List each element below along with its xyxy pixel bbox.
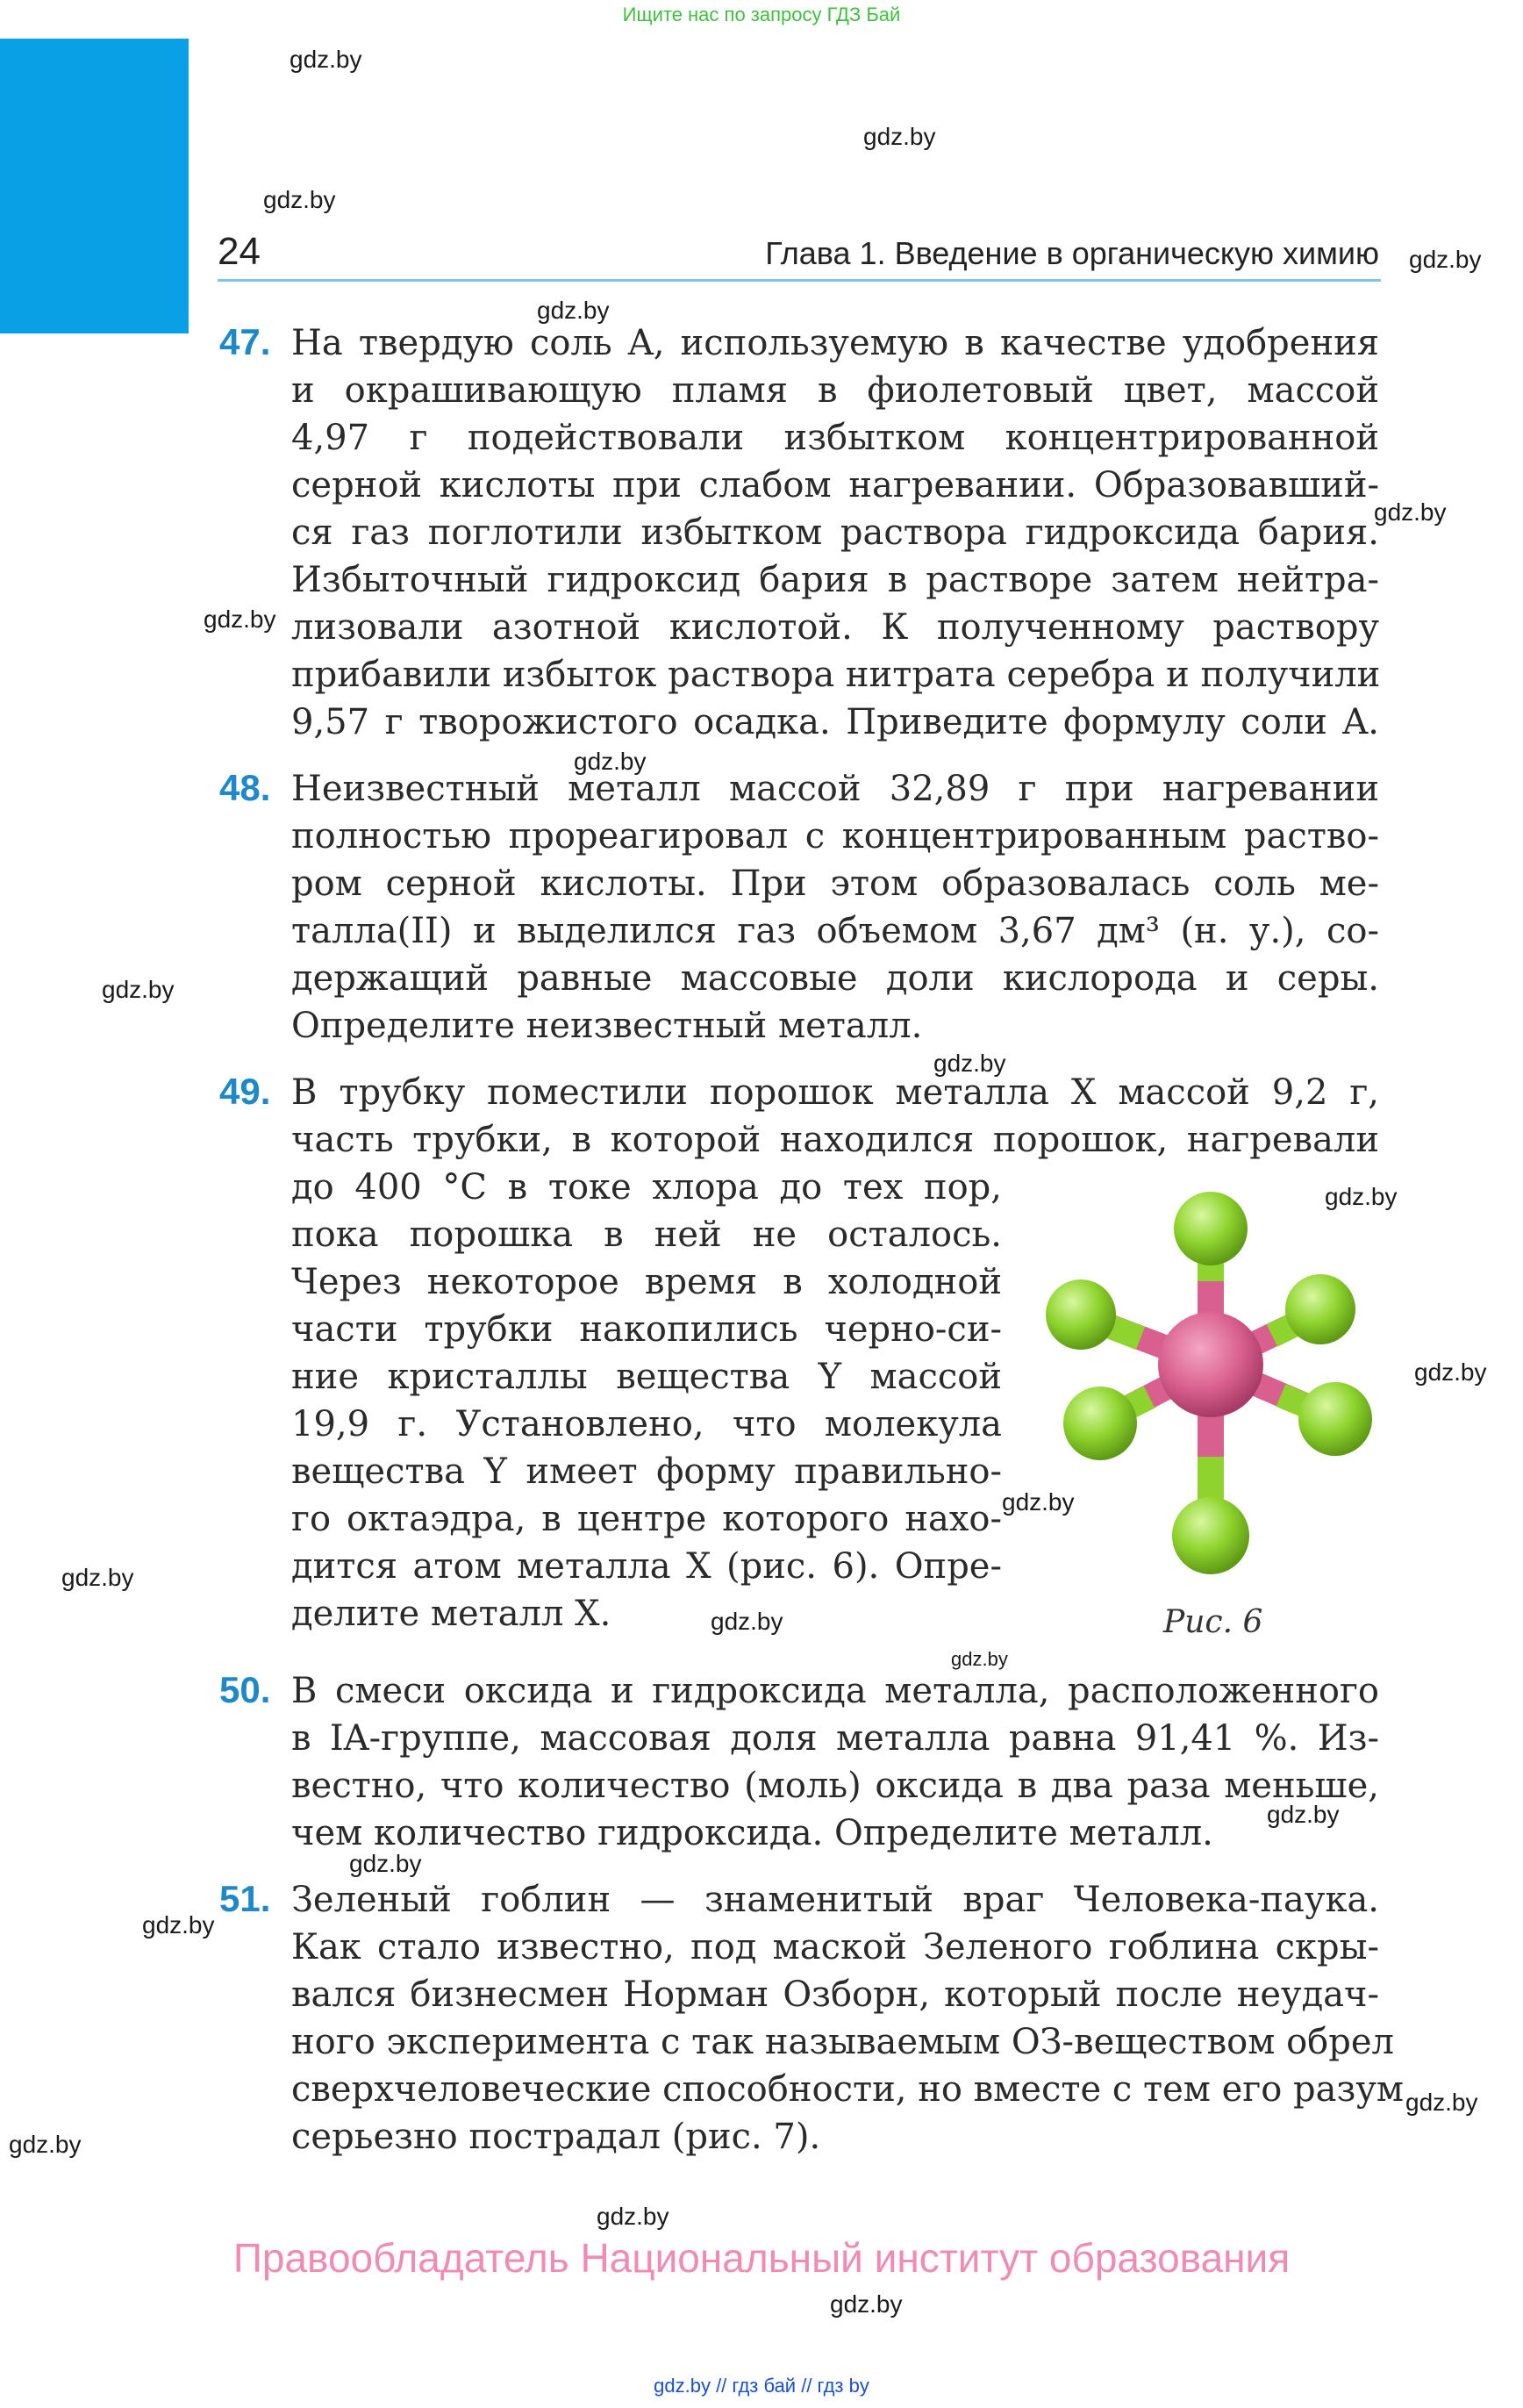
watermark: gdz.by bbox=[711, 1608, 783, 1635]
watermark: gdz.by bbox=[1409, 246, 1482, 273]
figure-caption: Рис. 6 bbox=[1163, 1604, 1263, 1640]
watermark: gdz.by bbox=[830, 2290, 903, 2318]
watermark: gdz.by bbox=[574, 748, 647, 775]
problem-48-line: держащий равные массовые доли кислорода и серы. bbox=[291, 958, 1379, 999]
octahedral-molecule-figure bbox=[1035, 1167, 1386, 1588]
problem-47-line: На твердую соль A, используемую в качестве удобрения bbox=[291, 323, 1379, 363]
problem-48-line: ром серной кислоты. При этом образовалась соль ме- bbox=[291, 864, 1379, 904]
problem-51-line: Как стало известно, под маской Зеленого гоблина скры- bbox=[291, 1927, 1379, 1967]
ligand-atom bbox=[1063, 1387, 1137, 1460]
problem-47-line: ся газ поглотили избытком раствора гидроксида бария. bbox=[291, 512, 1379, 553]
problem-48-line: Неизвестный металл массой 32,89 г при нагревании bbox=[291, 769, 1379, 809]
watermark: gdz.by bbox=[1267, 1801, 1340, 1828]
problem-50-line: вестно, что количество (моль) оксида в два раза меньше, bbox=[291, 1766, 1379, 1806]
problem-49-line: делите металл X. bbox=[291, 1594, 611, 1634]
problem-51-line: сверхчеловеческие способности, но вместе с тем его разум bbox=[291, 2069, 1404, 2110]
watermark: gdz.by bbox=[102, 976, 175, 1003]
problem-49-line: до 400 °С в токе хлора до тех пор, bbox=[291, 1167, 1002, 1208]
ligand-atom bbox=[1046, 1279, 1116, 1350]
watermark: gdz.by bbox=[951, 1648, 1008, 1670]
problem-51-line: Зеленый гоблин — знаменитый враг Человека-паука. bbox=[291, 1880, 1379, 1920]
top-banner: Ищите нас по запросу ГДЗ Бай bbox=[622, 4, 901, 25]
page-number: 24 bbox=[218, 230, 261, 273]
problem-47-line: серной кислоты при слабом нагревании. Образовавший- bbox=[291, 465, 1379, 505]
problem-49-line: часть трубки, в которой находился порошок, нагревали bbox=[291, 1120, 1379, 1160]
watermark: gdz.by bbox=[597, 2203, 669, 2230]
ligand-atom bbox=[1172, 1497, 1249, 1574]
watermark: gdz.by bbox=[290, 46, 362, 73]
problem-48-line: Определите неизвестный металл. bbox=[291, 1006, 923, 1046]
problem-50-line: в IA-группе, массовая доля металла равна 91,41 %. Из- bbox=[291, 1718, 1379, 1759]
problem-51-line: ного эксперимента с так называемым ОЗ-веществом обрел bbox=[291, 2022, 1394, 2062]
problem-47-line: Избыточный гидроксид бария в растворе затем нейтра- bbox=[291, 560, 1379, 600]
problem-49-line: го октаэдра, в центре которого нахо- bbox=[291, 1499, 1002, 1539]
problem-51-line: серьезно пострадал (рис. 7). bbox=[291, 2117, 821, 2157]
problem-49-line: вещества Y имеет форму правильно- bbox=[291, 1451, 1002, 1492]
ligand-atom bbox=[1174, 1192, 1248, 1265]
problem-number-48: 48. bbox=[219, 767, 271, 808]
watermark: gdz.by bbox=[349, 1850, 422, 1877]
watermark: gdz.by bbox=[1325, 1183, 1398, 1210]
watermark: gdz.by bbox=[1002, 1488, 1075, 1516]
rights-holder-notice: Правообладатель Национальный институт образования bbox=[232, 2235, 1291, 2281]
watermark: gdz.by bbox=[204, 606, 276, 633]
problem-number-50: 50. bbox=[219, 1669, 271, 1710]
problem-49-line: Через некоторое время в холодной bbox=[291, 1262, 1002, 1302]
problem-49-line: ние кристаллы вещества Y массой bbox=[291, 1357, 1002, 1397]
problem-47-line: и окрашивающую пламя в фиолетовый цвет, массой bbox=[291, 370, 1379, 411]
problem-49-line: В трубку поместили порошок металла X массой 9,2 г, bbox=[291, 1072, 1379, 1113]
problem-49-line: пока порошка в ней не осталось. bbox=[291, 1215, 1002, 1255]
problem-48-line: полностью прореагировал с концентрированным раство- bbox=[291, 816, 1379, 856]
watermark: gdz.by bbox=[9, 2131, 82, 2158]
ligand-atom bbox=[1298, 1382, 1372, 1456]
problem-49-line: дится атом металла X (рис. 6). Опре- bbox=[291, 1546, 1002, 1587]
problem-number-51: 51. bbox=[219, 1878, 271, 1919]
bottom-links[interactable]: gdz.by // гдз бай // гдз by bbox=[654, 2375, 869, 2397]
header-rule bbox=[218, 279, 1381, 282]
watermark: gdz.by bbox=[1374, 498, 1447, 526]
problem-47-line: лизовали азотной кислотой. К полученному раствору bbox=[291, 607, 1379, 648]
watermark: gdz.by bbox=[263, 186, 336, 213]
watermark: gdz.by bbox=[933, 1050, 1006, 1077]
problem-50-line: чем количество гидроксида. Определите металл. bbox=[291, 1813, 1213, 1853]
problem-number-47: 47. bbox=[219, 321, 271, 362]
watermark: gdz.by bbox=[537, 297, 610, 324]
problem-number-49: 49. bbox=[219, 1071, 271, 1112]
problem-49-line: 19,9 г. Установлено, что молекула bbox=[291, 1404, 1002, 1444]
problem-50-line: В смеси оксида и гидроксида металла, расположенного bbox=[291, 1671, 1379, 1711]
problem-47-line: прибавили избыток раствора нитрата серебра и получили bbox=[291, 655, 1381, 695]
watermark: gdz.by bbox=[1414, 1358, 1487, 1386]
problem-51-line: вался бизнесмен Норман Озборн, который после неудач- bbox=[291, 1974, 1379, 2015]
problem-47-line: 9,57 г творожистого осадка. Приведите формулу соли A. bbox=[291, 702, 1379, 742]
watermark: gdz.by bbox=[142, 1911, 215, 1939]
problem-48-line: талла(II) и выделился газ объемом 3,67 дм³ (н. у.), со- bbox=[291, 911, 1379, 951]
watermark: gdz.by bbox=[863, 123, 936, 150]
problem-49-line: части трубки накопились черно-си- bbox=[291, 1309, 1002, 1350]
ligand-atom bbox=[1285, 1274, 1355, 1344]
blue-corner-tab bbox=[0, 39, 189, 333]
watermark: gdz.by bbox=[1405, 2089, 1478, 2116]
chapter-title: Глава 1. Введение в органическую химию bbox=[765, 235, 1379, 271]
watermark: gdz.by bbox=[61, 1564, 134, 1591]
problem-47-line: 4,97 г подействовали избытком концентрированной bbox=[291, 418, 1379, 458]
central-metal-atom bbox=[1158, 1312, 1263, 1417]
